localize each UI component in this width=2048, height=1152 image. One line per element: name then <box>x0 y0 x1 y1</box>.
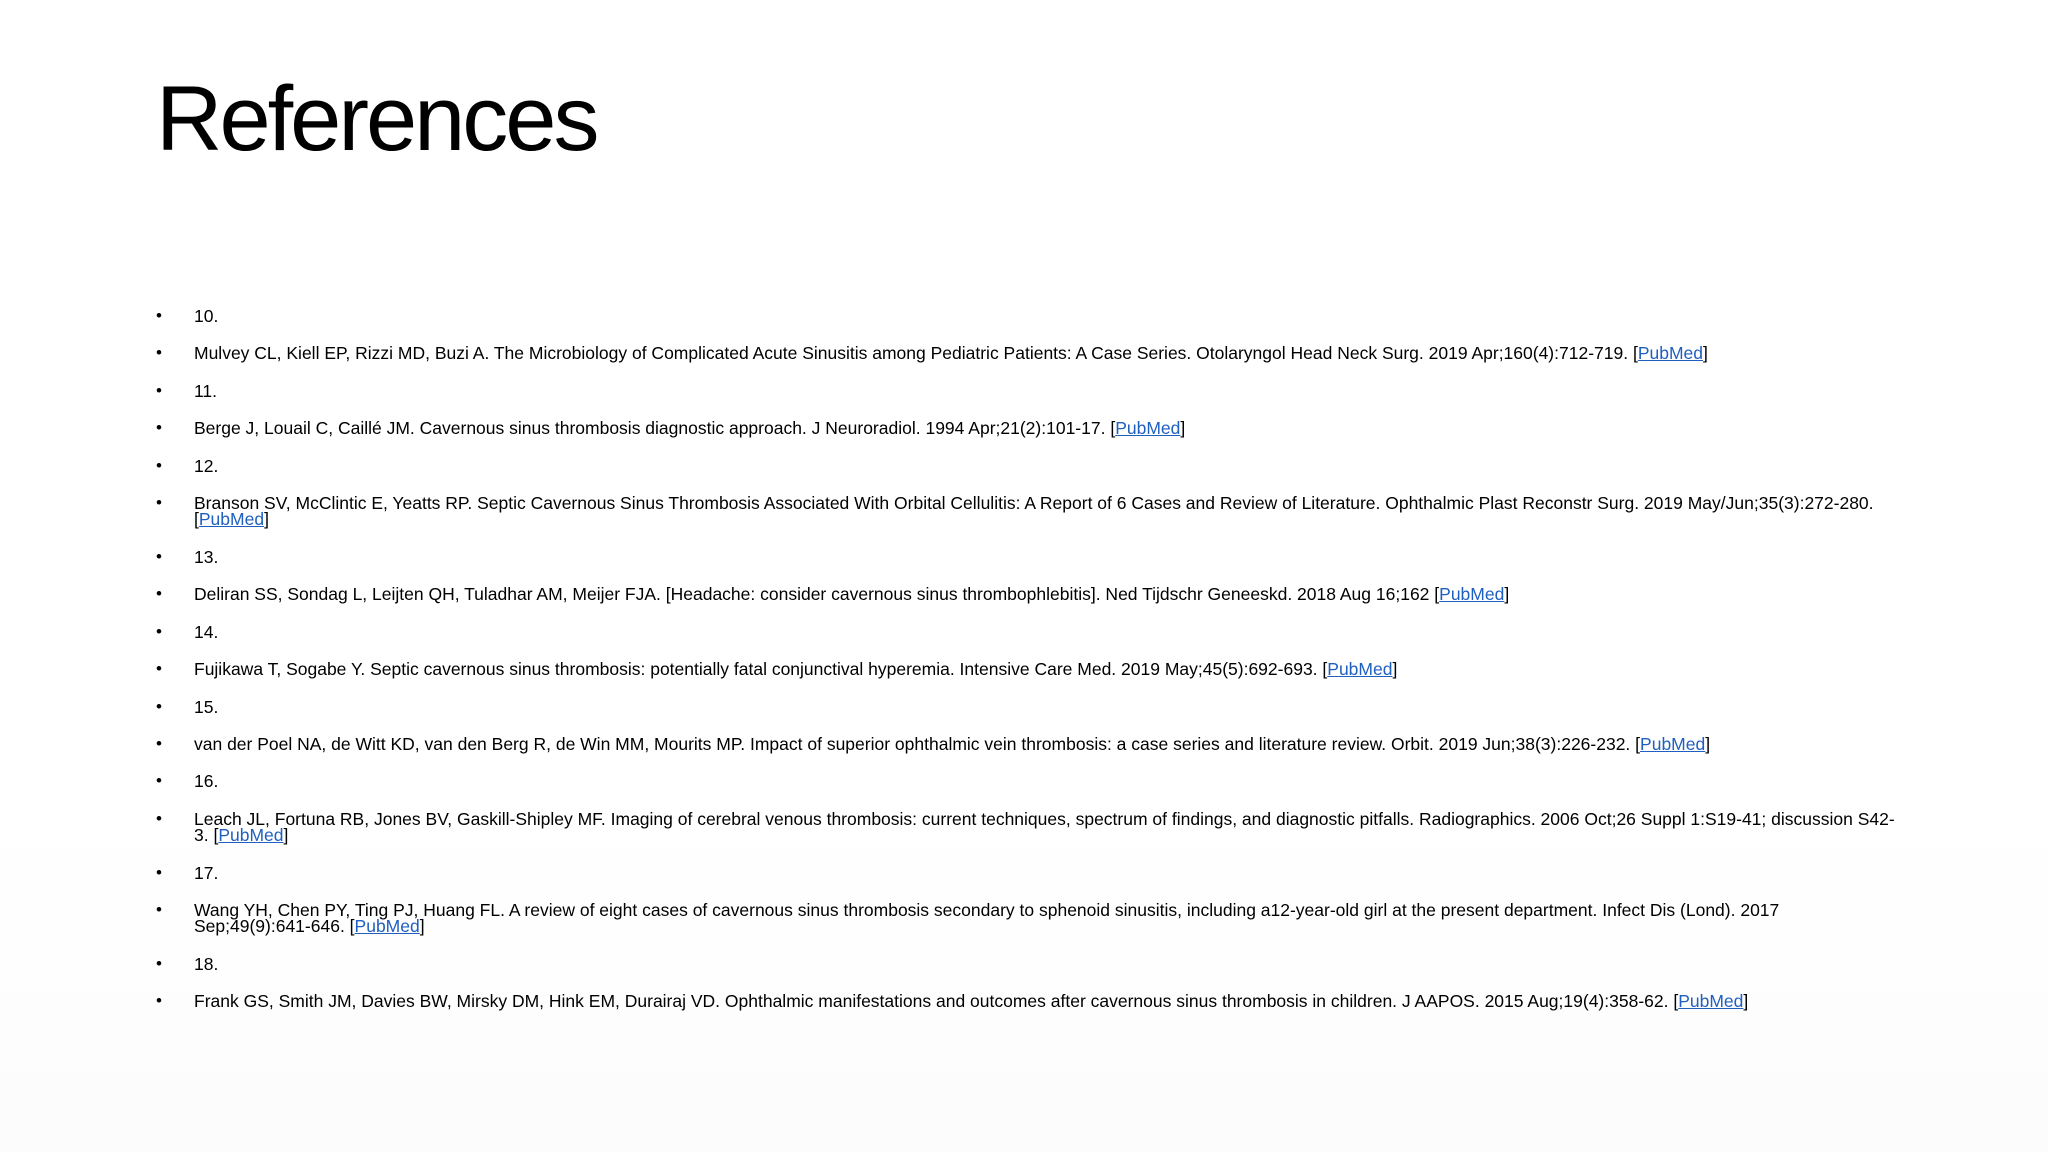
citation-text: Branson SV, McClintic E, Yeatts RP. Septic Cavernous Sinus Thrombosis Associated With Orbital Cellulitis: A Report of 6 Cases and Review of Literature. Ophthalmic Plast Reconstr Surg. 2019 May/Jun;35(3):272-280. <box>194 492 1874 513</box>
reference-number <box>156 546 1896 586</box>
bullet-icon: • <box>156 546 162 566</box>
reference-number-text: 13. <box>194 546 219 567</box>
reference-list <box>156 308 1896 1031</box>
reference-number-text: 15. <box>194 696 219 717</box>
pubmed-link[interactable]: PubMed <box>1327 659 1393 680</box>
pubmed-link[interactable]: PubMed <box>354 916 420 937</box>
citation-text: Frank GS, Smith JM, Davies BW, Mirsky DM, Hink EM, Durairaj VD. Ophthalmic manifestations and outcomes after cavernous sinus thrombosis in children. J AAPOS. 2015 Aug;19(4):358-62. <box>194 991 1674 1012</box>
reference-citation: • Branson SV, McClintic E, Yeatts RP. Septic Cavernous Sinus Thrombosis Associated With Orbital Cellulitis: A Report of 6 Cases and Review of Literature. Ophthalmic Plast Reconstr Surg. 2019 May/Jun;35(3):272-280. [PubMed] <box>156 492 1874 529</box>
bullet-icon: • <box>156 862 162 882</box>
reference-citation: • Wang YH, Chen PY, Ting PJ, Huang FL. A review of eight cases of cavernous sinus thrombosis secondary to sphenoid sinusitis, including a12-year-old girl at the present department. Infect Dis (Lond). 2017 Sep;49(9):641-646. [PubMed] <box>156 900 1780 937</box>
citation-text: Wang YH, Chen PY, Ting PJ, Huang FL. A review of eight cases of cavernous sinus thrombosis secondary to sphenoid sinusitis, including a12-year-old girl at the present department. Infect Dis (Lond). 2017 Sep;49(9):641-646. <box>194 900 1780 937</box>
reference-number <box>156 455 1896 495</box>
citation-text: Leach JL, Fortuna RB, Jones BV, Gaskill-Shipley MF. Imaging of cerebral venous thrombosis: current techniques, spectrum of findings, and diagnostic pitfalls. Radiographics. 2006 Oct;26 Suppl 1:S19-41; discussion S42-3. <box>194 808 1895 845</box>
reference-number <box>156 621 1896 661</box>
pubmed-link[interactable]: PubMed <box>1640 733 1706 754</box>
bullet-icon: • <box>156 659 162 679</box>
citation-text: Berge J, Louail C, Caillé JM. Cavernous sinus thrombosis diagnostic approach. J Neuroradiol. 1994 Apr;21(2):101-17. <box>194 418 1111 439</box>
pubmed-link[interactable]: PubMed <box>1439 584 1505 605</box>
citation-text: Fujikawa T, Sogabe Y. Septic cavernous sinus thrombosis: potentially fatal conjunctival hyperemia. Intensive Care Med. 2019 May;45(5):692-693. <box>194 659 1323 680</box>
bullet-icon: • <box>156 306 162 325</box>
reference-number-text: 12. <box>194 455 219 476</box>
reference-number-text: 16. <box>194 771 219 792</box>
bullet-icon: • <box>156 455 162 475</box>
bullet-icon: • <box>156 900 162 920</box>
reference-number <box>156 862 1896 902</box>
bullet-icon: • <box>156 954 162 974</box>
reference-citation: • Mulvey CL, Kiell EP, Rizzi MD, Buzi A. The Microbiology of Complicated Acute Sinusitis among Pediatric Patients: A Case Series. Otolaryngol Head Neck Surg. 2019 Apr;160(4):712-719. [PubMed] <box>156 343 1708 364</box>
bullet-icon: • <box>156 418 162 438</box>
bullet-icon: • <box>156 380 162 400</box>
bullet-icon: • <box>156 733 162 753</box>
reference-number <box>156 773 1896 810</box>
pubmed-link[interactable]: PubMed <box>198 508 265 529</box>
citation-text: van der Poel NA, de Witt KD, van den Berg R, de Win MM, Mourits MP. Impact of superior ophthalmic vein thrombosis: a case series and literature review. Orbit. 2019 Jun;38(3):226-232. <box>194 733 1636 754</box>
pubmed-link[interactable]: PubMed <box>1678 991 1744 1012</box>
pubmed-link[interactable]: PubMed <box>1115 418 1181 439</box>
reference-number-text: 14. <box>194 621 219 642</box>
reference-number-text: 10. <box>194 306 219 326</box>
bullet-icon: • <box>156 696 162 716</box>
reference-number <box>156 380 1896 420</box>
reference-number <box>156 308 1896 345</box>
reference-number <box>156 956 1896 993</box>
reference-citation: • Deliran SS, Sondag L, Leijten QH, Tuladhar AM, Meijer FJA. [Headache: consider cavernous sinus thrombophlebitis]. Ned Tijdschr Geneeskd. 2018 Aug 16;162 [PubMed] <box>156 584 1510 605</box>
citation-text: Mulvey CL, Kiell EP, Rizzi MD, Buzi A. The Microbiology of Complicated Acute Sinusitis among Pediatric Patients: A Case Series. Otolaryngol Head Neck Surg. 2019 Apr;160(4):712-719. <box>194 343 1633 364</box>
bullet-icon: • <box>156 584 162 604</box>
pubmed-link[interactable]: PubMed <box>1637 343 1704 364</box>
reference-citation: • Berge J, Louail C, Caillé JM. Cavernous sinus thrombosis diagnostic approach. J Neuroradiol. 1994 Apr;21(2):101-17. [PubMed] <box>156 418 1186 439</box>
bullet-icon: • <box>156 991 162 1011</box>
reference-citation: • Fujikawa T, Sogabe Y. Septic cavernous sinus thrombosis: potentially fatal conjunctival hyperemia. Intensive Care Med. 2019 May;45(5):692-693. [PubMed] <box>156 659 1398 680</box>
bullet-icon: • <box>156 808 162 828</box>
reference-number-text: 17. <box>194 862 219 883</box>
reference-number-text: 18. <box>194 954 219 975</box>
bullet-icon: • <box>156 771 162 791</box>
bullet-icon: • <box>156 621 162 641</box>
citation-text: Deliran SS, Sondag L, Leijten QH, Tuladhar AM, Meijer FJA. [Headache: consider cavernous sinus thrombophlebitis]. Ned Tijdschr Geneeskd. 2018 Aug 16;162 <box>194 584 1435 605</box>
pubmed-link[interactable]: PubMed <box>218 824 284 845</box>
slide-title: References <box>156 68 597 170</box>
reference-number <box>156 696 1896 736</box>
bullet-icon: • <box>156 492 162 512</box>
reference-citation: • van der Poel NA, de Witt KD, van den Berg R, de Win MM, Mourits MP. Impact of superior ophthalmic vein thrombosis: a case series and literature review. Orbit. 2019 Jun;38(3):226-232. [PubMed] <box>156 733 1711 754</box>
reference-citation: • Leach JL, Fortuna RB, Jones BV, Gaskill-Shipley MF. Imaging of cerebral venous thrombosis: current techniques, spectrum of findings, and diagnostic pitfalls. Radiographics. 2006 Oct;26 Suppl 1:S19-41; discussion S42-3. [PubMed] <box>156 808 1895 845</box>
reference-number-text: 11. <box>194 380 218 401</box>
bullet-icon: • <box>156 343 162 363</box>
reference-citation: • Frank GS, Smith JM, Davies BW, Mirsky DM, Hink EM, Durairaj VD. Ophthalmic manifestations and outcomes after cavernous sinus thrombosis in children. J AAPOS. 2015 Aug;19(4):358-62. [PubMed] <box>156 991 1749 1012</box>
